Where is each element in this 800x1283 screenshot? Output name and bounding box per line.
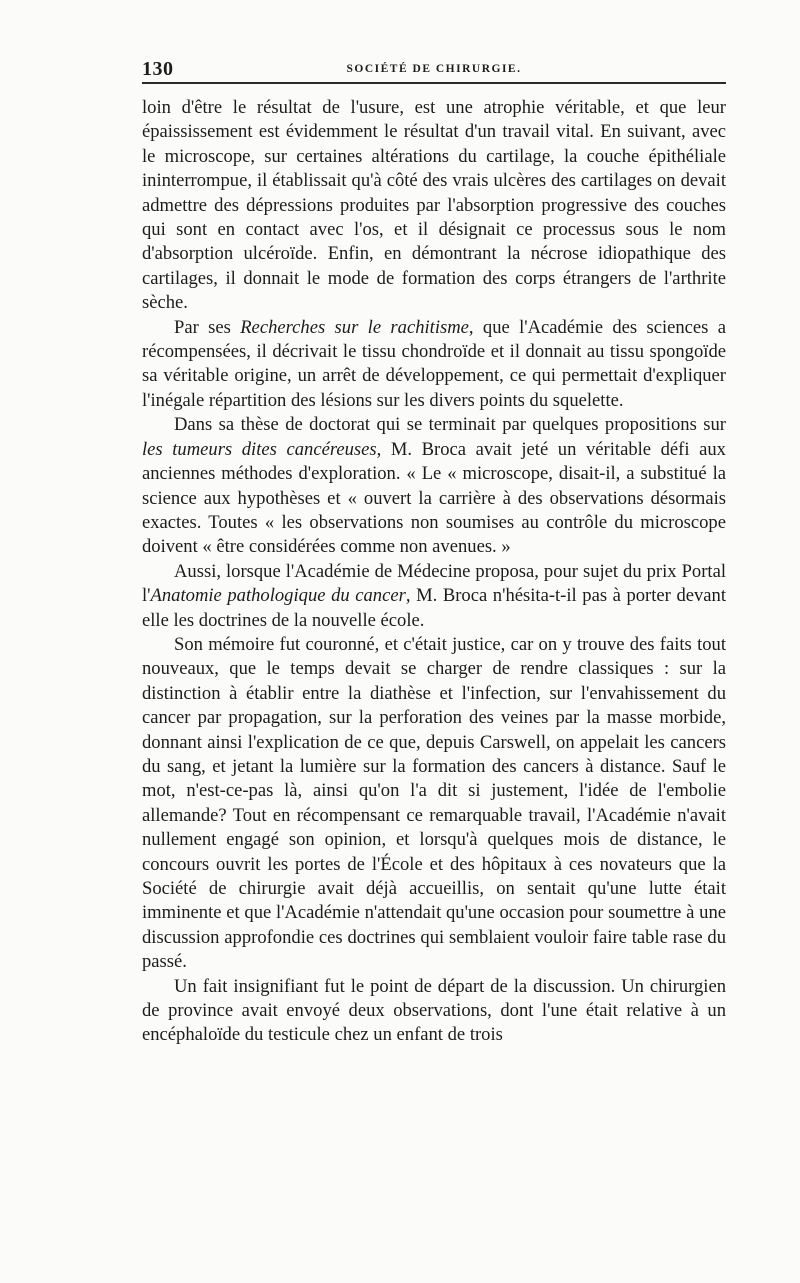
- paragraph-text: , M. Broca avait jeté un véritable défi aux anciennes méthodes d'exploration. « Le « microscope, disait-il, a substitué la science aux hypothèses et « ouvert la carrière à des observations désormais exactes. Toutes « les observations non soumises au contrôle du microscope doivent « être considérées comme non avenues. »: [142, 438, 726, 558]
- paragraph-text: Un fait insignifiant fut le point de départ de la discussion. Un chirurgien de province avait envoyé deux observations, dont l'une était relative à un encéphaloïde du testicule chez un enfant de trois: [142, 975, 726, 1046]
- paragraph-1: [142, 96, 726, 316]
- paragraph-2: [142, 316, 726, 414]
- paragraph-text: Son mémoire fut couronné, et c'était justice, car on y trouve des faits tout nouveaux, que le temps devait se charger de rendre classiques : sur la distinction à établir entre la diathèse et l'infection, sur l'envahissement du cancer par propagation, sur la perforation des veines par la masse morbide, donnant ainsi l'explication de ce que, depuis Carswell, on appelait les cancers du sang, et jetant la lumière sur la formation des cancers à distance. Sauf le mot, n'est-ce-pas là, ainsi qu'on l'a dit si justement, l'idée de l'embolie allemande? Tout en récompensant ce remarquable travail, l'Académie n'avait nullement engagé son opinion, et lorsqu'à quelques mois de distance, le concours ouvrit les portes de l'École et des hôpitaux à ces novateurs que la Société de chirurgie avait déjà accueillis, on sentait qu'une lutte était imminente et que l'Académie n'attendait qu'une occasion pour soumettre à une discussion approfondie ces doctrines qui semblaient vouloir faire table rase du passé.: [142, 633, 726, 973]
- paragraph-text: Dans sa thèse de doctorat qui se terminait par quelques propositions sur: [174, 414, 726, 436]
- paragraph-text: , que l'Académie des sciences a récompensées, il décrivait le tissu chondroïde et il donnait au tissu spongoïde sa véritable origine, un arrêt de développement, ce qui permettait d'expliquer l'inégale répartition des lésions sur les divers points du squelette.: [142, 316, 726, 411]
- paragraph-5: [142, 633, 726, 975]
- document-page: [142, 58, 726, 1048]
- paragraph-text: loin d'être le résultat de l'usure, est une atrophie véritable, et que leur épaississement est évidemment le résultat d'un travail vital. En suivant, avec le microscope, sur certaines altérations du cartilage, la couche épithéliale ininterrompue, il établissait qu'à côté des vrais ulcères des cartilages on devait admettre des dépressions produites par l'absorption progressive des couches qui sont en contact avec l'os, et il désignait ce processus sous le nom d'absorption ulcéroïde. Enfin, en démontrant la nécrose idiopathique des cartilages, il donnait le mode de formation des corps étrangers de l'arthrite sèche.: [142, 97, 726, 314]
- italic-title: Anatomie pathologique du cancer: [150, 585, 406, 607]
- paragraph-3: [142, 413, 726, 559]
- paragraph-text: Par ses: [174, 316, 241, 338]
- body-text: [142, 96, 726, 1048]
- paragraph-6: [142, 975, 726, 1048]
- page-number: 130: [142, 58, 174, 80]
- paragraph-text: Aussi, lorsque l'Académie de Médecine proposa, pour sujet du prix Portal l': [142, 560, 726, 607]
- running-title: SOCIÉTÉ DE CHIRURGIE.: [346, 63, 522, 75]
- italic-title: Recherches sur le rachitisme: [240, 316, 469, 338]
- italic-title: les tumeurs dites cancéreuses: [142, 438, 377, 460]
- paragraph-text: , M. Broca n'hésita-t-il pas à porter devant elle les doctrines de la nouvelle école.: [142, 585, 727, 631]
- running-header: [142, 58, 726, 84]
- paragraph-4: [142, 560, 726, 633]
